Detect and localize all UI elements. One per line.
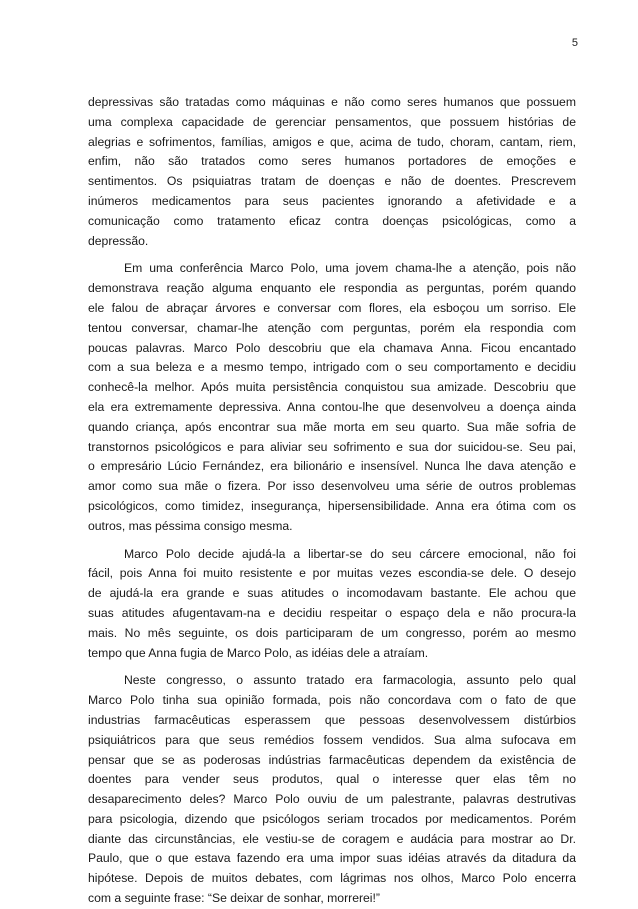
text-line: psicológicos, como timidez, insegurança, hipersensibilidade. Anna era ótima com os xyxy=(88,498,576,513)
text-line: ele falou de abraçar árvores e conversar com flores, ela esboçou um sorriso. Ele xyxy=(88,300,576,315)
page-number: 5 xyxy=(571,37,578,49)
text-line: poucas palavras. Marco Polo descobriu que ela chamava Anna. Ficou encantado xyxy=(88,340,576,355)
text-line: mais. No mês seguinte, os dois participaram de um congresso, porém ao mesmo xyxy=(88,625,576,640)
paragraph xyxy=(88,545,576,664)
text-line: doentes para vender seus produtos, qual o interesse quer elas têm no xyxy=(88,772,576,787)
text-line: suas atitudes afugentavam-na e decidiu respeitar o espaço dela e não procura-la xyxy=(88,605,576,620)
text-line: hipótese. Depois de muitos debates, com lágrimas nos olhos, Marco Polo encerra xyxy=(88,871,576,886)
text-line: sentimentos. Os psiquiatras tratam de doenças e não de doentes. Prescrevem xyxy=(88,174,576,189)
text-line: com a sua beleza e a mesmo tempo, intrigado com o seu comportamento e decidiu xyxy=(88,360,576,375)
text-line: enfim, não são tratados como seres humanos portadores de emoções e xyxy=(88,154,576,169)
text-line: Paulo, que o que estava fazendo era uma impor suas idéias através da ditadura da xyxy=(88,851,576,866)
text-line: diante das circunstâncias, ele vestiu-se de coragem e audácia para mostrar ao Dr. xyxy=(88,831,576,846)
text-line: quando criança, após encontrar sua mãe morta em seu quarto. Sua mãe sofria de xyxy=(88,419,576,434)
text-line: inúmeros medicamentos para seus pacientes ignorando a afetividade e a xyxy=(88,193,576,208)
paragraph xyxy=(88,671,576,909)
text-line: uma complexa capacidade de gerenciar pensamentos, que possuem histórias de xyxy=(88,114,576,129)
text-line: transtornos psicológicos e para aliviar seu sofrimento e sua dor suicidou-se. Seu pai, xyxy=(88,439,576,454)
text-line: industrias farmacêuticas esperassem que pessoas desenvolvessem distúrbios xyxy=(88,712,576,727)
text-line: amor como sua mãe o fizera. Por isso desenvolveu uma série de outros problemas xyxy=(88,479,576,494)
text-line: outros, mas péssima consigo mesma. xyxy=(88,518,293,533)
text-line: Neste congresso, o assunto tratado era farmacologia, assunto pelo qual xyxy=(124,673,576,688)
text-line: desaparecimento deles? Marco Polo ouviu de um palestrante, palavras destrutivas xyxy=(88,792,576,807)
text-line: comunicação como tratamento eficaz contra doenças psicológicas, como a xyxy=(88,213,576,228)
text-line: tentou conversar, chamar-lhe atenção com perguntas, porém ela respondia com xyxy=(88,320,576,335)
text-line: Marco Polo tinha sua opinião formada, pois não concordava com o fato de que xyxy=(88,693,576,708)
text-line: o empresário Lúcio Fernández, era bilionário e insensível. Nunca lhe dava atenção e xyxy=(88,459,576,474)
text-line: pensar que se as poderosas indústrias farmacêuticas dependem da existência de xyxy=(88,752,576,767)
text-line: alegrias e sofrimentos, famílias, amigos e que, acima de tudo, choram, cantam, riem, xyxy=(88,134,576,149)
text-line: ela era extremamente depressiva. Anna contou-lhe que desenvolveu a doença ainda xyxy=(88,399,576,414)
text-line: psiquiátricos para que seus remédios fossem vendidos. Sua alma sufocava em xyxy=(88,732,576,747)
body-text xyxy=(88,93,576,909)
paragraph xyxy=(88,93,576,251)
text-line: depressivas são tratadas como máquinas e não como seres humanos que possuem xyxy=(88,95,576,109)
text-line: com a seguinte frase: “Se deixar de sonhar, morrerei!” xyxy=(88,891,380,906)
text-line: fácil, pois Anna foi muito resistente e por muitas vezes escondia-se dele. O desejo xyxy=(88,566,576,581)
text-line: demonstrava reação alguma enquanto ele respondia as perguntas, porém quando xyxy=(88,281,576,296)
text-line: depressão. xyxy=(88,233,149,248)
text-line: Marco Polo decide ajudá-la a libertar-se do seu cárcere emocional, não foi xyxy=(124,546,576,561)
text-line: conhecê-la melhor. Após muita persistência conquistou sua amizade. Descobriu que xyxy=(88,380,576,395)
text-line: de ajudá-la era grande e suas atitudes o incomodavam bastante. Ele achou que xyxy=(88,586,576,601)
text-line: para psicologia, dizendo que psicólogos seriam trocados por medicamentos. Porém xyxy=(88,811,576,826)
text-line: Em uma conferência Marco Polo, uma jovem chama-lhe a atenção, pois não xyxy=(124,261,576,276)
paragraph xyxy=(88,259,576,536)
text-line: tempo que Anna fugia de Marco Polo, as idéias dele a atraíam. xyxy=(88,645,429,660)
